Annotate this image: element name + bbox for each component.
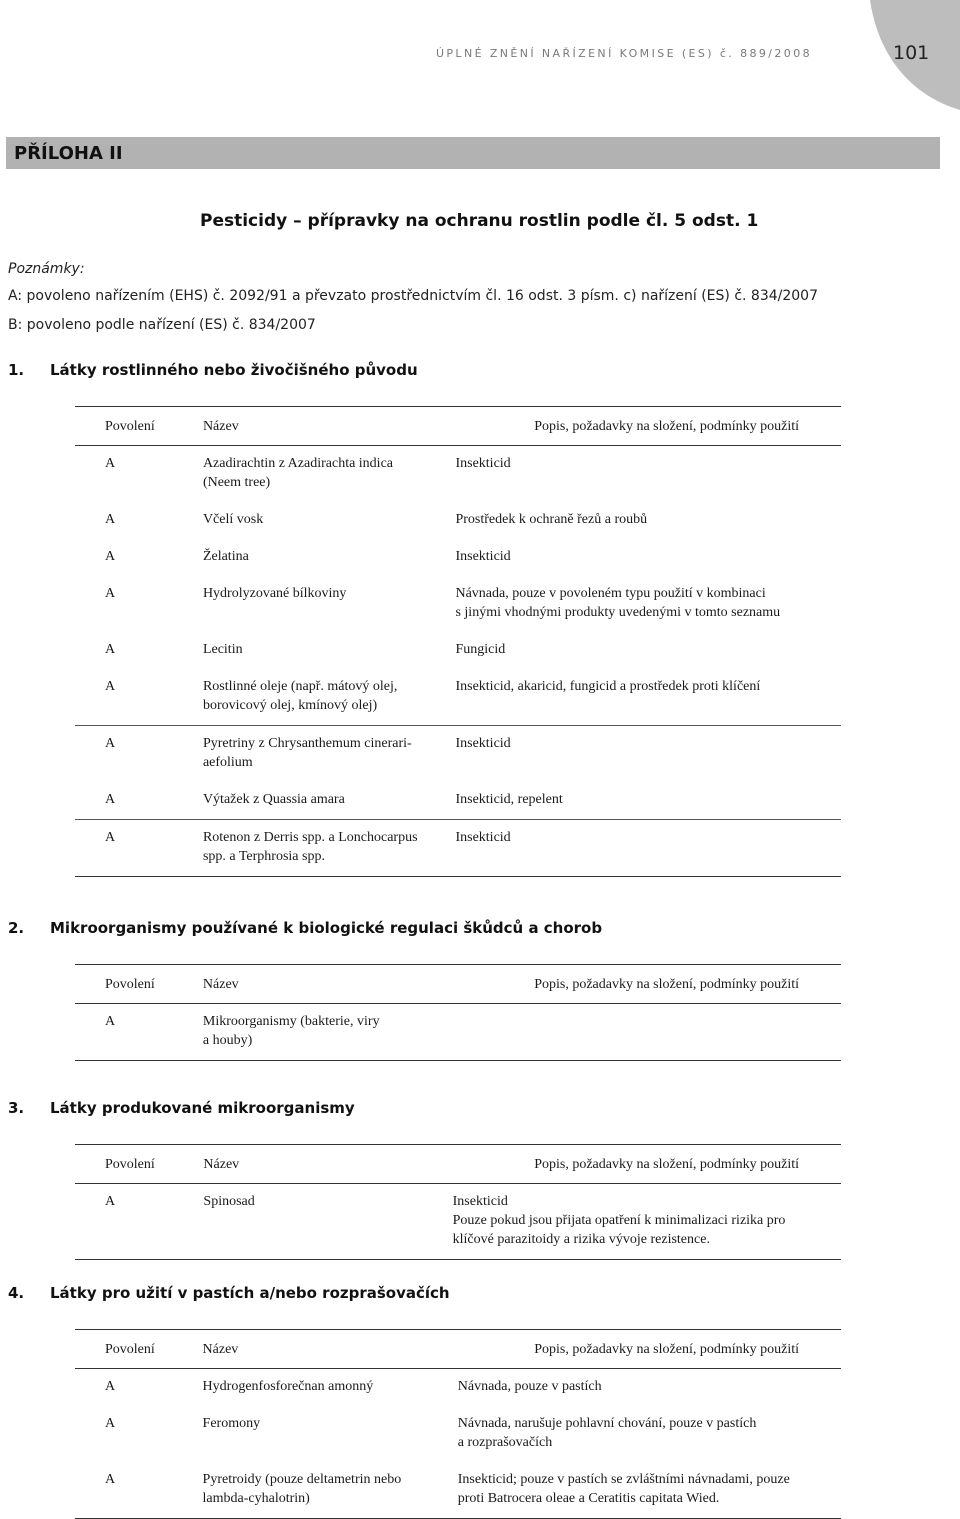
section-4-title <box>8 1284 450 1302</box>
description-line: Návnada, narušuje pohlavní chování, pouze v pastích <box>457 1416 757 1431</box>
table-row <box>75 1369 841 1407</box>
section-number: 1. <box>8 361 25 379</box>
table-header-row <box>75 965 841 1004</box>
name-line: Pyretriny z Chrysanthemum cinerari- <box>202 736 412 751</box>
section-1-table <box>75 406 841 877</box>
description-cell <box>453 1184 841 1260</box>
page-number: 101 <box>893 42 930 64</box>
description-cell <box>458 1369 841 1407</box>
description-line: klíčové parazitoidy a rizika vývoje rezistence. <box>452 1232 710 1247</box>
description-cell <box>458 1406 841 1462</box>
header-authorization: Povolení <box>105 1157 155 1172</box>
name-cell <box>203 446 456 503</box>
description-line: Insekticid <box>455 549 511 564</box>
name-line: Hydrogenfosforečnan amonný <box>202 1379 374 1394</box>
description-cell <box>455 726 841 783</box>
name-cell <box>203 1004 456 1061</box>
description-cell <box>455 632 841 669</box>
table-row <box>75 632 841 669</box>
description-line: Insekticid <box>455 830 511 845</box>
authorization-cell: A <box>105 1014 116 1029</box>
table-row <box>75 820 841 877</box>
name-line: Výtažek z Quassia amara <box>202 792 345 807</box>
authorization-cell: A <box>105 1416 116 1431</box>
table-row <box>75 502 841 539</box>
name-cell <box>203 1406 458 1462</box>
header-authorization: Povolení <box>105 977 155 992</box>
name-line: Azadirachtin z Azadirachta indica <box>202 456 394 471</box>
description-cell <box>455 502 841 539</box>
authorization-cell: A <box>105 1472 116 1487</box>
description-cell <box>455 669 841 726</box>
description-line: Insekticid <box>455 736 511 751</box>
name-cell <box>203 1369 458 1407</box>
header-name: Název <box>202 1342 239 1357</box>
section-number: 2. <box>8 919 25 937</box>
header-name: Název <box>202 419 239 434</box>
description-line: proti Batrocera oleae a Ceratitis capitata Wied. <box>457 1491 720 1506</box>
description-line: Fungicid <box>455 642 506 657</box>
section-2-title <box>8 919 602 937</box>
description-line: Insekticid <box>452 1194 508 1209</box>
table-row <box>75 446 841 503</box>
description-line: a rozprašovačích <box>457 1435 553 1450</box>
name-line: Želatina <box>202 549 249 564</box>
name-line: Hydrolyzované bílkoviny <box>202 586 347 601</box>
description-cell <box>455 539 841 576</box>
header-authorization: Povolení <box>105 419 155 434</box>
name-cell <box>203 632 456 669</box>
name-cell <box>203 820 456 877</box>
section-2-table <box>75 964 841 1061</box>
table-row <box>75 726 841 783</box>
authorization-cell: A <box>105 1379 116 1394</box>
name-cell <box>203 782 456 820</box>
name-line: borovicový olej, kmínový olej) <box>202 698 378 713</box>
name-cell <box>203 539 456 576</box>
name-line: Pyretroidy (pouze deltametrin nebo <box>202 1472 402 1487</box>
table-header-row <box>75 1330 841 1369</box>
table-row <box>75 539 841 576</box>
header-description: Popis, požadavky na složení, podmínky použití <box>534 419 799 434</box>
name-cell <box>203 1462 458 1519</box>
section-title-text: Látky rostlinného nebo živočišného původu <box>50 361 418 379</box>
description-cell <box>456 1004 841 1061</box>
description-line: Insekticid; pouze v pastích se zvláštními návnadami, pouze <box>457 1472 790 1487</box>
header-name: Název <box>202 977 239 992</box>
name-line: a houby) <box>202 1033 253 1048</box>
section-title-text: Mikroorganismy používané k biologické regulaci škůdců a chorob <box>50 919 603 937</box>
header-description: Popis, požadavky na složení, podmínky použití <box>534 1157 799 1172</box>
description-line: Pouze pokud jsou přijata opatření k minimalizaci rizika pro <box>452 1213 786 1228</box>
table-header-row <box>75 1145 841 1184</box>
table-row <box>75 1462 841 1519</box>
authorization-cell: A <box>105 586 116 601</box>
name-line: lambda-cyhalotrin) <box>202 1491 310 1506</box>
description-line: s jinými vhodnými produkty uvedenými v tomto seznamu <box>455 605 781 620</box>
header-description: Popis, požadavky na složení, podmínky použití <box>534 977 799 992</box>
section-title-text: Látky pro užití v pastích a/nebo rozprašovačích <box>50 1284 450 1302</box>
name-cell <box>203 726 456 783</box>
authorization-cell: A <box>105 456 116 471</box>
annex-title-bar <box>6 137 940 169</box>
header-name: Název <box>203 1157 240 1172</box>
name-line: Feromony <box>202 1416 261 1431</box>
section-3-table <box>75 1144 841 1260</box>
name-line: Rotenon z Derris spp. a Lonchocarpus <box>202 830 418 845</box>
running-header-title: ÚPLNÉ ZNĚNÍ NAŘÍZENÍ KOMISE (ES) č. 889/2008 <box>435 47 812 60</box>
name-cell <box>203 669 456 726</box>
section-number: 4. <box>8 1284 25 1302</box>
description-cell <box>455 576 841 632</box>
description-line: Prostředek k ochraně řezů a roubů <box>455 512 648 527</box>
authorization-cell: A <box>105 512 116 527</box>
name-cell <box>203 576 456 632</box>
authorization-cell: A <box>105 792 116 807</box>
table-row <box>75 669 841 726</box>
section-title-text: Látky produkované mikroorganismy <box>50 1099 355 1117</box>
name-cell <box>203 1184 452 1260</box>
description-cell <box>458 1462 841 1519</box>
description-line: Návnada, pouze v pastích <box>457 1379 602 1394</box>
table-row <box>75 1184 841 1260</box>
note-a: A: povoleno nařízením (EHS) č. 2092/91 a převzato prostřednictvím čl. 16 odst. 3 písm. c) nařízení (ES) č. 834/2007 <box>8 288 818 304</box>
name-line: (Neem tree) <box>202 475 271 490</box>
main-heading: Pesticidy – přípravky na ochranu rostlin podle čl. 5 odst. 1 <box>200 211 759 231</box>
notes-title: Poznámky: <box>8 261 85 277</box>
name-line: spp. a Terphrosia spp. <box>202 849 325 864</box>
name-line: Spinosad <box>203 1194 255 1209</box>
authorization-cell: A <box>105 736 116 751</box>
table-header-row <box>75 407 841 446</box>
authorization-cell: A <box>105 549 116 564</box>
description-line: Insekticid, repelent <box>455 792 563 807</box>
authorization-cell: A <box>105 642 116 657</box>
annex-title: PŘÍLOHA II <box>14 143 123 164</box>
authorization-cell: A <box>105 679 116 694</box>
section-1-title <box>8 361 418 379</box>
authorization-cell: A <box>105 1194 116 1209</box>
name-line: Mikroorganismy (bakterie, viry <box>202 1014 380 1029</box>
section-3-title <box>8 1099 355 1117</box>
name-line: Lecitin <box>202 642 243 657</box>
description-cell <box>455 446 841 503</box>
table-row <box>75 1004 841 1061</box>
name-line: Rostlinné oleje (např. mátový olej, <box>202 679 398 694</box>
description-line: Insekticid <box>455 456 511 471</box>
authorization-cell: A <box>105 830 116 845</box>
table-row <box>75 782 841 820</box>
header-description: Popis, požadavky na složení, podmínky použití <box>534 1342 799 1357</box>
description-cell <box>455 820 841 877</box>
section-number: 3. <box>8 1099 25 1117</box>
header-authorization: Povolení <box>105 1342 155 1357</box>
description-line: Návnada, pouze v povoleném typu použití v kombinaci <box>455 586 766 601</box>
table-row <box>75 1406 841 1462</box>
section-4-table <box>75 1329 841 1519</box>
description-cell <box>455 782 841 820</box>
note-b: B: povoleno podle nařízení (ES) č. 834/2007 <box>8 317 316 333</box>
name-line: aefolium <box>202 755 253 770</box>
table-row <box>75 576 841 632</box>
name-cell <box>203 502 456 539</box>
name-line: Včelí vosk <box>202 512 264 527</box>
description-line: Insekticid, akaricid, fungicid a prostředek proti klíčení <box>455 679 761 694</box>
